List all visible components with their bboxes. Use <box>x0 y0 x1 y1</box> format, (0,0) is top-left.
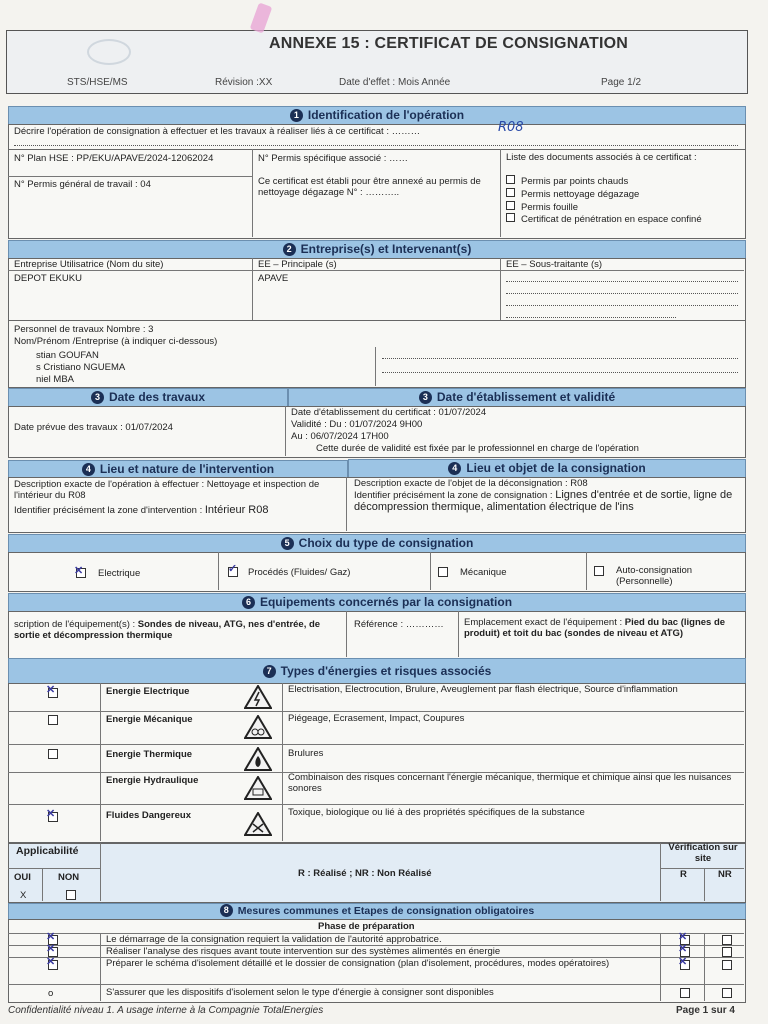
worker-name: stian GOUFAN <box>36 350 99 361</box>
name-instructions: Nom/Prénom /Entreprise (à indiquer ci-dessous) <box>14 336 218 347</box>
worker-name: niel MBA <box>36 374 75 385</box>
check-mark: ✓ <box>228 563 238 575</box>
energy-risk: Toxique, biologique ou lié à des propriétés spécifiques de la substance <box>288 807 585 818</box>
section-5-header: 5 Choix du type de consignation <box>8 534 746 553</box>
mecanique-checkbox[interactable] <box>438 567 448 577</box>
toxic-hazard-icon <box>244 812 272 836</box>
step-nr-checkbox[interactable] <box>722 935 732 945</box>
auto-consignation-checkbox[interactable] <box>594 566 604 576</box>
validite-au: Au : 06/07/2024 17H00 <box>291 431 389 442</box>
step-text: S'assurer que les dispositifs d'isolement selon le type d'énergie à consigner sont disponibles <box>106 987 494 998</box>
energy-risk: Combinaison des risques concernant l'énergie mécanique, thermique et chimique ainsi que les nuisances sonores <box>288 772 732 794</box>
energy-name: Energie Thermique <box>106 749 193 760</box>
doc-item[interactable]: Permis fouille <box>506 201 578 213</box>
energy-name: Fluides Dangereux <box>106 810 191 821</box>
step-text: Réaliser l'analyse des risques avant toute intervention sur des systèmes alimentés en énergie <box>106 946 501 957</box>
hydraulic-hazard-icon <box>244 776 272 800</box>
section-8-header: 8 Mesures communes et Etapes de consignation obligatoires <box>8 903 746 920</box>
doc-effective-date: Date d'effet : Mois Année <box>339 77 451 88</box>
docs-title: Liste des documents associés à ce certificat : <box>506 152 697 163</box>
st-label: EE – Sous-traitante (s) <box>506 259 603 270</box>
legend-text: R : Réalisé ; NR : Non Réalisé <box>298 868 432 879</box>
checkbox[interactable] <box>506 188 515 197</box>
equipment-location: Emplacement exact de l'équipement : Pied du bac (lignes de produit) et toit du bac (sondes de niveau et ATG) <box>464 617 726 639</box>
consignation-zone: Identifier précisément la zone de consignation : Lignes d'entrée et de sortie, ligne de décompression thermique, alimentation électrique de l'ins <box>354 489 733 513</box>
eu-value: DEPOT EKUKU <box>14 273 82 284</box>
personnel-count: Personnel de travaux Nombre : 3 <box>14 324 154 335</box>
validite-du: Validité : Du : 01/07/2024 9H00 <box>291 419 423 430</box>
energy-risk: Piégeage, Ecrasement, Impact, Coupures <box>288 713 465 724</box>
check-mark: ✕ <box>678 956 688 968</box>
section-3-left-header: 3 Date des travaux <box>8 388 288 407</box>
section-4-right-header: 4 Lieu et objet de la consignation <box>348 459 746 478</box>
check-mark: ✕ <box>46 808 56 820</box>
applicability-label: Applicabilité <box>16 845 79 857</box>
doc-item[interactable]: Permis nettoyage dégazage <box>506 188 639 200</box>
highlighter-mark <box>250 2 273 33</box>
section-6-header: 6 Equipements concernés par la consignation <box>8 593 746 612</box>
document-title: ANNEXE 15 : CERTIFICAT DE CONSIGNATION <box>269 35 629 52</box>
permis-general: N° Permis général de travail : 04 <box>14 179 151 190</box>
date-prevue: Date prévue des travaux : 01/07/2024 <box>14 422 173 433</box>
ee-value: APAVE <box>258 273 289 284</box>
doc-page: Page 1/2 <box>601 77 642 88</box>
option-mecanique: Mécanique <box>460 567 507 578</box>
section-7-header: 7 Types d'énergies et risques associés <box>8 658 746 684</box>
document-header <box>6 30 748 94</box>
check-mark: ✕ <box>46 943 56 955</box>
energy-name: Energie Electrique <box>106 686 190 697</box>
check-mark: ✕ <box>74 565 84 577</box>
verification-label: Vérification sur site <box>668 842 738 864</box>
energy-name: Energie Hydraulique <box>106 775 199 786</box>
consignation-object: Description exacte de l'objet de la déconsignation : R08 <box>354 478 588 489</box>
step-text: Le démarrage de la consignation requiert la validation de l'autorité approbatrice. <box>106 934 442 945</box>
operation-description: Description exacte de l'opération à effectuer : Nettoyage et inspection de l'intérieur du R08 <box>14 479 320 501</box>
non-checkbox[interactable] <box>66 890 76 900</box>
energy-risk: Brulures <box>288 748 324 759</box>
option-electrique: Electrique <box>98 568 141 579</box>
company-logo <box>87 39 131 65</box>
duree-validite: Cette durée de validité est fixée par le professionnel en charge de l'opération <box>316 443 639 454</box>
energy-name: Energie Mécanique <box>106 714 193 725</box>
phase-title: Phase de préparation <box>318 921 415 932</box>
step-r-checkbox[interactable] <box>680 988 690 998</box>
permis-specifique: N° Permis spécifique associé : …… <box>258 153 409 164</box>
doc-item[interactable]: Certificat de pénétration en espace confiné <box>506 213 736 225</box>
option-auto-consignation: Auto-consignation (Personnelle) <box>616 565 693 587</box>
oui-value: X <box>20 890 27 901</box>
check-mark: ✕ <box>46 684 56 696</box>
step-nr-checkbox[interactable] <box>722 947 732 957</box>
date-etablissement: Date d'établissement du certificat : 01/07/2024 <box>291 407 487 418</box>
step-bullet: o <box>48 988 54 999</box>
step-text: Préparer le schéma d'isolement détaillé et le dossier de consignation (plan d'isolement, procédures, modes opératoires) <box>106 958 610 969</box>
plan-hse: N° Plan HSE : PP/EKU/APAVE/2024-12062024 <box>14 153 214 164</box>
footer-confidentiality: Confidentialité niveau 1. A usage interne à la Compagnie TotalEnergies <box>8 1005 324 1016</box>
non-label: NON <box>58 872 80 883</box>
describe-handwritten: R08 <box>498 120 524 135</box>
thermal-hazard-icon <box>244 747 272 771</box>
electric-hazard-icon <box>244 685 272 709</box>
nr-label: NR <box>718 869 732 880</box>
doc-item[interactable]: Permis par points chauds <box>506 175 628 187</box>
check-mark: ✕ <box>678 943 688 955</box>
energy-risk: Electrisation, Electrocution, Brulure, Aveuglement par flash électrique, Source d'inflammation <box>288 684 678 695</box>
doc-reference: STS/HSE/MS <box>67 77 128 88</box>
mechanical-hazard-icon <box>244 715 272 739</box>
ee-label: EE – Principale (s) <box>258 259 337 270</box>
annexe-text: Ce certificat est établi pour être annexé au permis de nettoyage dégazage N° : ……….. <box>258 176 481 198</box>
checkbox[interactable] <box>506 201 515 210</box>
checkbox[interactable] <box>506 213 515 222</box>
section-4-left-header: 4 Lieu et nature de l'intervention <box>8 460 348 479</box>
section-3-right-header: 3 Date d'établissement et validité <box>288 388 746 407</box>
r-label: R <box>680 869 687 880</box>
check-mark: ✕ <box>46 956 56 968</box>
section-2-header: 2 Entreprise(s) et Intervenant(s) <box>8 240 746 259</box>
worker-name: s Cristiano NGUEMA <box>36 362 126 373</box>
equipment-reference: Référence : ………… <box>354 619 444 630</box>
checkbox[interactable] <box>506 175 515 184</box>
footer-page: Page 1 sur 4 <box>676 1005 735 1016</box>
energy-checkbox[interactable] <box>48 749 58 759</box>
check-mark: ✕ <box>46 931 56 943</box>
describe-operation: Décrire l'opération de consignation à effectuer et les travaux à réaliser liés à ce certificat : ……… <box>14 126 421 137</box>
energy-checkbox[interactable] <box>48 715 58 725</box>
step-nr-checkbox[interactable] <box>722 988 732 998</box>
option-procedes: Procédés (Fluides/ Gaz) <box>248 567 351 578</box>
oui-label: OUI <box>14 872 31 883</box>
eu-label: Entreprise Utilisatrice (Nom du site) <box>14 259 164 270</box>
equipment-description: scription de l'équipement(s) : Sondes de niveau, ATG, nes d'entrée, de sortie et décompression thermique <box>14 619 321 641</box>
intervention-zone: Identifier précisément la zone d'intervention : Intérieur R08 <box>14 504 269 516</box>
check-mark: ✕ <box>678 931 688 943</box>
step-nr-checkbox[interactable] <box>722 960 732 970</box>
section-1-header: 1 Identification de l'opération <box>8 106 746 125</box>
doc-revision: Révision :XX <box>215 77 273 88</box>
